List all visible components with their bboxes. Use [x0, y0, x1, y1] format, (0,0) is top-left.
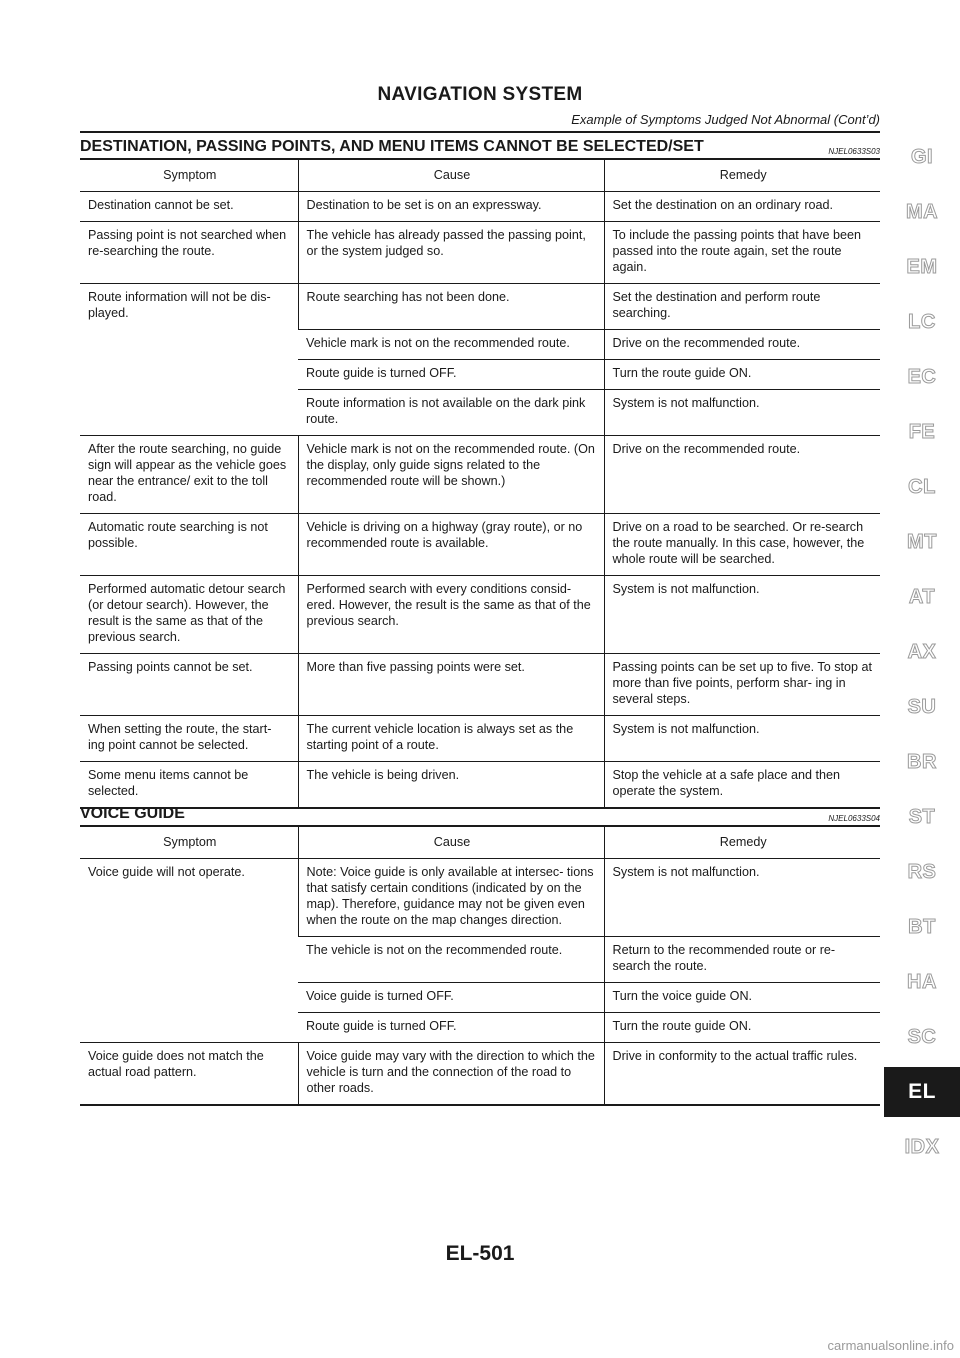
- column-header: Symptom: [80, 160, 298, 192]
- table-header-row: [80, 827, 880, 859]
- section-heading: VOICE GUIDE: [80, 805, 185, 822]
- cause-cell: More than five passing points were set.: [298, 654, 604, 716]
- cause-cell: Vehicle mark is not on the recommended route.: [298, 330, 604, 360]
- section-title: [80, 136, 880, 160]
- cause-cell: Route searching has not been done.: [298, 284, 604, 330]
- table-row: [80, 436, 880, 514]
- remedy-cell: Set the destination on an ordinary road.: [604, 192, 880, 222]
- remedy-cell: System is not malfunction.: [604, 390, 880, 436]
- section-ref-code: NJEL0633S04: [828, 814, 880, 823]
- side-tab-st[interactable]: ST: [908, 806, 936, 828]
- cause-cell: Note: Voice guide is only available at intersec- tions that satisfy certain conditions (indicated by on the map). Therefore, guidance may not be given even when the route on the map changes direction.: [298, 859, 604, 937]
- cause-cell: Voice guide may vary with the direction to which the vehicle is turn and the connection of the road to other roads.: [298, 1043, 604, 1106]
- table-row: [80, 859, 880, 937]
- section-heading: DESTINATION, PASSING POINTS, AND MENU ITEMS CANNOT BE SELECTED/SET: [80, 138, 704, 155]
- side-tab-cl[interactable]: CL: [908, 476, 936, 498]
- side-tab-ha[interactable]: HA: [907, 971, 937, 993]
- remedy-cell: Passing points can be set up to five. To stop at more than five points, perform shar- ing in several steps.: [604, 654, 880, 716]
- side-tab-sc[interactable]: SC: [907, 1026, 937, 1048]
- section-voice-guide: [80, 803, 880, 1106]
- column-header: Remedy: [604, 160, 880, 192]
- table-row: [80, 576, 880, 654]
- side-tab-ma[interactable]: MA: [905, 201, 939, 223]
- cause-cell: Voice guide is turned OFF.: [298, 983, 604, 1013]
- cause-cell: Vehicle is driving on a highway (gray route), or no recommended route is available.: [298, 514, 604, 576]
- symptom-cell: Performed automatic detour search (or detour search). However, the result is the same as that of the previous search.: [80, 576, 298, 654]
- symptom-cell: When setting the route, the start- ing point cannot be selected.: [80, 716, 298, 762]
- symptom-cell: Passing point is not searched when re-searching the route.: [80, 222, 298, 284]
- side-tab-br[interactable]: BR: [907, 751, 937, 773]
- remedy-cell: Turn the route guide ON.: [604, 360, 880, 390]
- symptom-cell: Passing points cannot be set.: [80, 654, 298, 716]
- remedy-cell: System is not malfunction.: [604, 716, 880, 762]
- page-subtitle: Example of Symptoms Judged Not Abnormal (Cont’d): [571, 112, 880, 127]
- page-title: NAVIGATION SYSTEM: [377, 84, 583, 105]
- side-tab-idx[interactable]: IDX: [904, 1136, 940, 1158]
- column-header: Cause: [298, 827, 604, 859]
- cause-cell: Route guide is turned OFF.: [298, 360, 604, 390]
- voice-guide-table: [80, 827, 880, 1106]
- side-tab-su[interactable]: SU: [907, 696, 937, 718]
- section-index-tabs: [884, 130, 960, 1175]
- side-tab-ec[interactable]: EC: [907, 366, 937, 388]
- remedy-cell: Drive in conformity to the actual traffic rules.: [604, 1043, 880, 1106]
- table-body: [80, 859, 880, 1106]
- side-tab-bt[interactable]: BT: [908, 916, 936, 938]
- remedy-cell: System is not malfunction.: [604, 859, 880, 937]
- remedy-cell: System is not malfunction.: [604, 576, 880, 654]
- column-header: Symptom: [80, 827, 298, 859]
- table-row: [80, 654, 880, 716]
- remedy-cell: To include the passing points that have been passed into the route again, set the route again.: [604, 222, 880, 284]
- side-tab-rs[interactable]: RS: [907, 861, 937, 883]
- side-tab-lc[interactable]: LC: [908, 311, 936, 333]
- watermark: carmanualsonline.info: [827, 1338, 954, 1353]
- section-ref-code: NJEL0633S03: [828, 147, 880, 156]
- cause-cell: Vehicle mark is not on the recommended route. (On the display, only guide signs related to the recommended route will be shown.): [298, 436, 604, 514]
- remedy-cell: Return to the recommended route or re- search the route.: [604, 937, 880, 983]
- page-number: EL-501: [445, 1242, 515, 1265]
- symptom-cell: Automatic route searching is not possible.: [80, 514, 298, 576]
- column-header: Cause: [298, 160, 604, 192]
- symptom-cell: Route information will not be dis- played.: [80, 284, 298, 436]
- cause-cell: The vehicle has already passed the passing point, or the system judged so.: [298, 222, 604, 284]
- table-row: [80, 716, 880, 762]
- remedy-cell: Drive on the recommended route.: [604, 436, 880, 514]
- remedy-cell: Drive on the recommended route.: [604, 330, 880, 360]
- table-row: [80, 1043, 880, 1106]
- table-row: [80, 192, 880, 222]
- header-rule: [80, 131, 880, 133]
- cause-cell: The vehicle is not on the recommended route.: [298, 937, 604, 983]
- destination-table: [80, 160, 880, 809]
- section-title: [80, 803, 880, 827]
- remedy-cell: Stop the vehicle at a safe place and then operate the system.: [604, 762, 880, 809]
- cause-cell: The vehicle is being driven.: [298, 762, 604, 809]
- remedy-cell: Drive on a road to be searched. Or re-search the route manually. In this case, however, the whole route will be searched.: [604, 514, 880, 576]
- symptom-cell: Destination cannot be set.: [80, 192, 298, 222]
- section-destination: [80, 136, 880, 809]
- table-body: [80, 192, 880, 809]
- cause-cell: Destination to be set is on an expressway.: [298, 192, 604, 222]
- table-row: [80, 762, 880, 809]
- table-row: [80, 514, 880, 576]
- table-header-row: [80, 160, 880, 192]
- symptom-cell: Some menu items cannot be selected.: [80, 762, 298, 809]
- side-tab-el[interactable]: EL: [884, 1067, 960, 1117]
- remedy-cell: Turn the voice guide ON.: [604, 983, 880, 1013]
- symptom-cell: Voice guide does not match the actual road pattern.: [80, 1043, 298, 1106]
- symptom-cell: Voice guide will not operate.: [80, 859, 298, 1043]
- side-tab-ax[interactable]: AX: [907, 641, 937, 663]
- cause-cell: The current vehicle location is always set as the starting point of a route.: [298, 716, 604, 762]
- cause-cell: Performed search with every conditions consid- ered. However, the result is the same as that of the previous search.: [298, 576, 604, 654]
- table-row: [80, 222, 880, 284]
- cause-cell: Route information is not available on the dark pink route.: [298, 390, 604, 436]
- side-tab-gi[interactable]: GI: [910, 146, 934, 168]
- side-tab-mt[interactable]: MT: [907, 531, 937, 553]
- symptom-cell: After the route searching, no guide sign will appear as the vehicle goes near the entrance/ exit to the toll road.: [80, 436, 298, 514]
- remedy-cell: Set the destination and perform route searching.: [604, 284, 880, 330]
- page-header: [80, 84, 880, 127]
- side-tab-at[interactable]: AT: [908, 586, 936, 608]
- remedy-cell: Turn the route guide ON.: [604, 1013, 880, 1043]
- side-tab-fe[interactable]: FE: [908, 421, 936, 443]
- table-row: [80, 284, 880, 330]
- column-header: Remedy: [604, 827, 880, 859]
- side-tab-em[interactable]: EM: [906, 256, 938, 278]
- cause-cell: Route guide is turned OFF.: [298, 1013, 604, 1043]
